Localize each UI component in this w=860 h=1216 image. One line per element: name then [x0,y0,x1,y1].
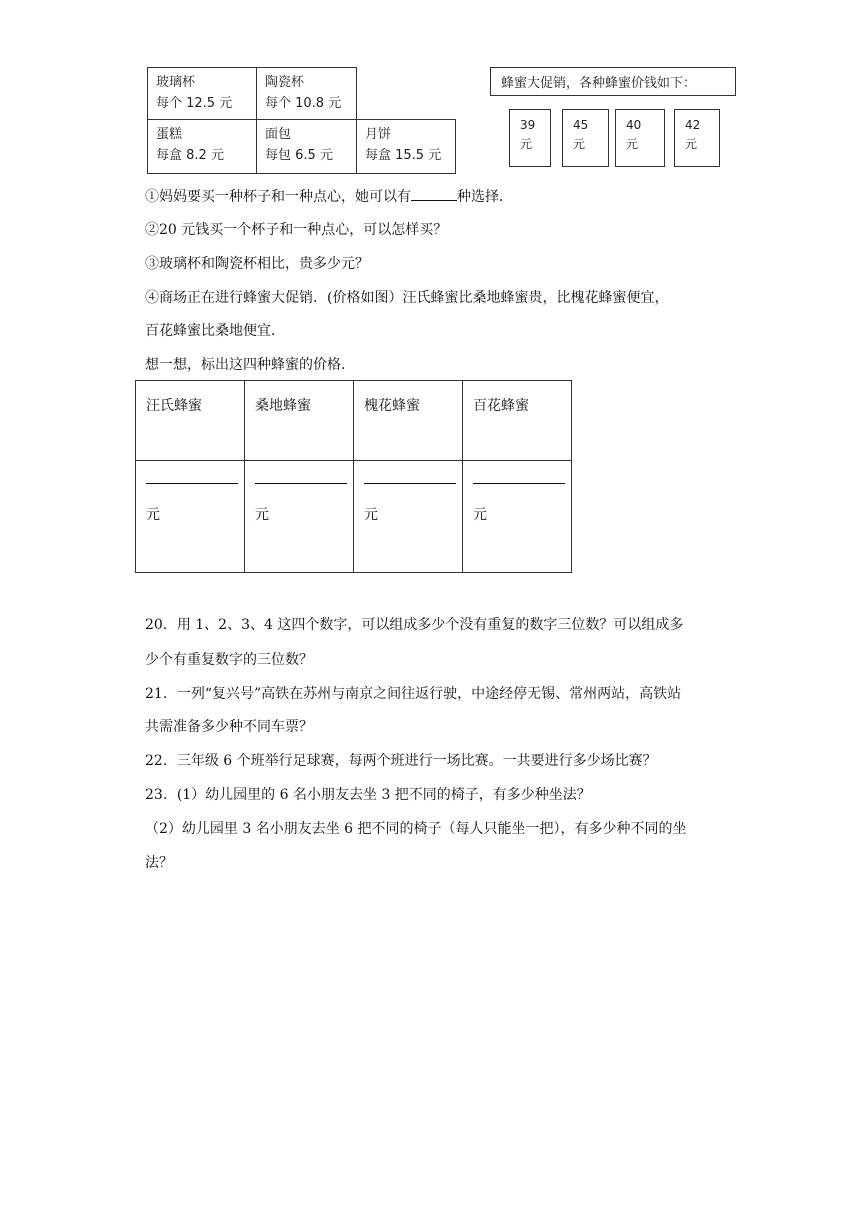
question-1-text-end: 种选择． [457,189,513,205]
price-cell-glass-cup [147,67,257,120]
honey-price-number: 39 [520,118,536,132]
item-name: 月饼 [365,127,392,142]
item-name: 陶瓷杯 [265,75,305,90]
price-cell-mooncake [356,119,456,174]
answer-cell-sangdi[interactable] [245,461,354,573]
honey-price-number: 40 [626,118,642,132]
honey-price-unit: 元 [626,137,639,151]
honey-price-card [509,109,551,167]
item-price: 每盒 15.5 元 [365,148,442,163]
header-wangshi: 汪氏蜂蜜 [136,381,245,461]
honey-price-card [562,109,609,167]
question-2: ②20 元钱买一个杯子和一种点心，可以怎样买？ [145,222,448,238]
price-cell-ceramic-cup [256,67,357,120]
item-name: 蛋糕 [156,127,183,142]
item-price: 每盒 8.2 元 [156,148,224,163]
unit-label: 元 [146,507,160,523]
answer-line[interactable] [364,483,456,504]
question-4-line-1: ④商场正在进行蜂蜜大促销．(价格如图）汪氏蜂蜜比桑地蜂蜜贵，比槐花蜂蜜便宜， [145,290,669,306]
unit-label: 元 [364,507,378,523]
item-name: 玻璃杯 [156,75,196,90]
problem-20-line-2: 少个有重复数字的三位数？ [145,652,313,668]
header-baihua: 百花蜂蜜 [463,381,572,461]
item-price: 每个 10.8 元 [265,96,342,111]
problem-22: 22．三年级 6 个班举行足球赛，每两个班进行一场比赛。一共要进行多少场比赛？ [145,753,657,769]
item-price: 每个 12.5 元 [156,96,233,111]
answer-line[interactable] [473,483,565,504]
answer-line[interactable] [146,483,238,504]
problem-21-line-1: 21．一列“复兴号”高铁在苏州与南京之间往返行驶，中途经停无锡、常州两站，高铁站 [145,686,682,702]
problem-20-line-1: 20．用 1、2、3、4 这四个数字，可以组成多少个没有重复的数字三位数？可以组成多 [145,617,684,633]
item-name: 面包 [265,127,292,142]
header-sangdi: 桑地蜂蜜 [245,381,354,461]
question-3: ③玻璃杯和陶瓷杯相比，贵多少元？ [145,256,369,272]
honey-price-card [674,109,720,167]
question-1 [145,186,513,206]
price-cell-bread [256,119,357,174]
honey-promo-title: 蜂蜜大促销，各种蜂蜜价钱如下： [490,67,736,96]
item-price: 每包 6.5 元 [265,148,333,163]
problem-23-part-2-line-2: 法？ [145,855,173,871]
unit-label: 元 [255,507,269,523]
answer-cell-baihua[interactable] [463,461,572,573]
question-4-line-3: 想一想，标出这四种蜂蜜的价格． [145,357,355,373]
question-4-line-2: 百花蜂蜜比桑地便宜． [145,323,285,339]
honey-price-unit: 元 [573,137,586,151]
unit-label: 元 [473,507,487,523]
answer-blank[interactable] [411,188,457,201]
honey-answer-table [135,380,572,573]
honey-price-number: 45 [573,118,589,132]
honey-price-unit: 元 [685,137,698,151]
problem-23-part-1: 23．(1）幼儿园里的 6 名小朋友去坐 3 把不同的椅子，有多少种坐法？ [145,787,591,803]
question-1-text: ①妈妈要买一种杯子和一种点心，她可以有 [145,189,411,205]
price-cell-cake [147,119,257,174]
honey-price-unit: 元 [520,137,533,151]
answer-cell-wangshi[interactable] [136,461,245,573]
answer-line[interactable] [255,483,347,504]
honey-price-number: 42 [685,118,701,132]
answer-cell-huaihua[interactable] [354,461,463,573]
honey-price-card [615,109,665,167]
problem-23-part-2-line-1: （2）幼儿园里 3 名小朋友去坐 6 把不同的椅子（每人只能坐一把），有多少种不同的坐 [145,821,687,837]
header-huaihua: 槐花蜂蜜 [354,381,463,461]
problem-21-line-2: 共需准备多少种不同车票？ [145,719,313,735]
